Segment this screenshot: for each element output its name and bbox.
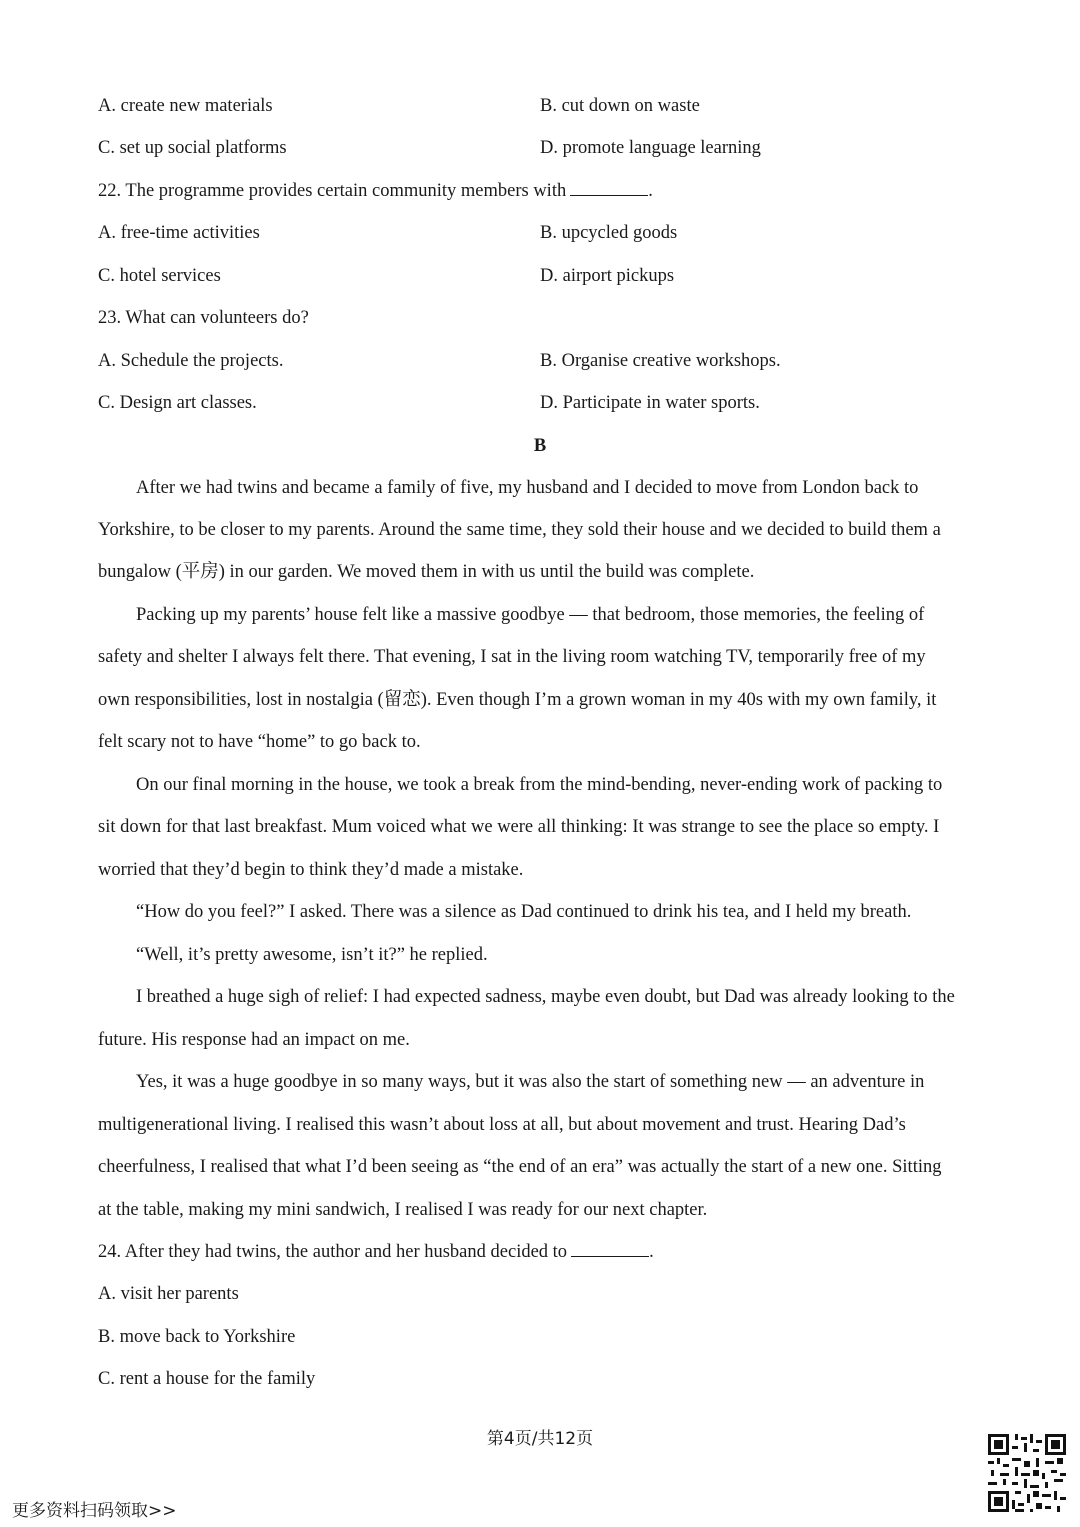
more-materials-link[interactable]: 更多资料扫码领取>> bbox=[12, 1501, 177, 1521]
answer-blank bbox=[570, 177, 648, 196]
q22-option-b: B. upcycled goods bbox=[540, 223, 678, 243]
q23-option-c: C. Design art classes. bbox=[98, 393, 257, 413]
q21-options-row-1 bbox=[98, 91, 988, 121]
passage-line: at the table, making my mini sandwich, I realised I was ready for our next chapter. bbox=[98, 1200, 708, 1220]
q23-option-d: D. Participate in water sports. bbox=[540, 393, 760, 413]
answer-blank bbox=[571, 1238, 649, 1257]
q22-option-c: C. hotel services bbox=[98, 266, 221, 286]
passage-line: On our final morning in the house, we took a break from the mind-bending, never-ending work of packing to bbox=[136, 775, 943, 795]
q23-option-a: A. Schedule the projects. bbox=[98, 351, 284, 371]
passage-line: After we had twins and became a family of five, my husband and I decided to move from London back to bbox=[136, 478, 919, 498]
q24-stem bbox=[98, 1237, 654, 1267]
passage-line: multigenerational living. I realised this wasn’t about loss at all, but about movement and trust. Hearing Dad’s bbox=[98, 1115, 906, 1135]
passage-line: cheerfulness, I realised that what I’d been seeing as “the end of an era” was actually the start of a new one. Sitting bbox=[98, 1157, 942, 1177]
q22-option-d: D. airport pickups bbox=[540, 266, 675, 286]
q21-option-b: B. cut down on waste bbox=[540, 96, 700, 116]
passage-line: Packing up my parents’ house felt like a massive goodbye — that bedroom, those memories, the feeling of bbox=[136, 605, 925, 625]
q21-option-c: C. set up social platforms bbox=[98, 138, 287, 158]
q23-stem: 23. What can volunteers do? bbox=[98, 308, 309, 328]
passage-line: future. His response had an impact on me. bbox=[98, 1030, 410, 1050]
q22-options-row-2 bbox=[98, 261, 988, 291]
passage-line: “How do you feel?” I asked. There was a silence as Dad continued to drink his tea, and I held my breath. bbox=[136, 902, 912, 922]
q24-stem-end: . bbox=[649, 1242, 654, 1262]
passage-line: Yes, it was a huge goodbye in so many ways, but it was also the start of something new — an adventure in bbox=[136, 1072, 925, 1092]
passage-line: “Well, it’s pretty awesome, isn’t it?” he replied. bbox=[136, 945, 488, 965]
q22-option-a: A. free-time activities bbox=[98, 223, 260, 243]
q22-stem-text: 22. The programme provides certain community members with bbox=[98, 181, 567, 201]
q21-option-a: A. create new materials bbox=[98, 96, 273, 116]
passage-line: own responsibilities, lost in nostalgia (留恋). Even though I’m a grown woman in my 40s with my own family, it bbox=[98, 690, 937, 710]
q23-options-row-1 bbox=[98, 346, 988, 376]
q21-options-row-2 bbox=[98, 133, 988, 163]
passage-line: I breathed a huge sigh of relief: I had expected sadness, maybe even doubt, but Dad was already looking to the bbox=[136, 987, 955, 1007]
q24-option-b: B. move back to Yorkshire bbox=[98, 1327, 296, 1347]
section-title: B bbox=[533, 436, 547, 456]
passage-line: Yorkshire, to be closer to my parents. Around the same time, they sold their house and we decided to build them a bbox=[98, 520, 941, 540]
q21-option-d: D. promote language learning bbox=[540, 138, 761, 158]
qr-code-icon[interactable] bbox=[988, 1434, 1066, 1512]
q22-stem bbox=[98, 176, 653, 206]
q23-option-b: B. Organise creative workshops. bbox=[540, 351, 781, 371]
q22-stem-end: . bbox=[648, 181, 653, 201]
passage-line: bungalow (平房) in our garden. We moved them in with us until the build was complete. bbox=[98, 562, 755, 582]
passage-line: sit down for that last breakfast. Mum voiced what we were all thinking: It was strange to see the place so empty. I bbox=[98, 817, 940, 837]
q24-option-a: A. visit her parents bbox=[98, 1284, 239, 1304]
page-number: 第4页/共12页 bbox=[486, 1429, 594, 1449]
q22-options-row-1 bbox=[98, 218, 988, 248]
q24-option-c: C. rent a house for the family bbox=[98, 1369, 316, 1389]
passage-line: safety and shelter I always felt there. That evening, I sat in the living room watching TV, temporarily free of my bbox=[98, 647, 926, 667]
passage-line: felt scary not to have “home” to go back to. bbox=[98, 732, 421, 752]
passage-line: worried that they’d begin to think they’d made a mistake. bbox=[98, 860, 524, 880]
q24-stem-text: 24. After they had twins, the author and her husband decided to bbox=[98, 1242, 568, 1262]
q23-options-row-2 bbox=[98, 388, 988, 418]
